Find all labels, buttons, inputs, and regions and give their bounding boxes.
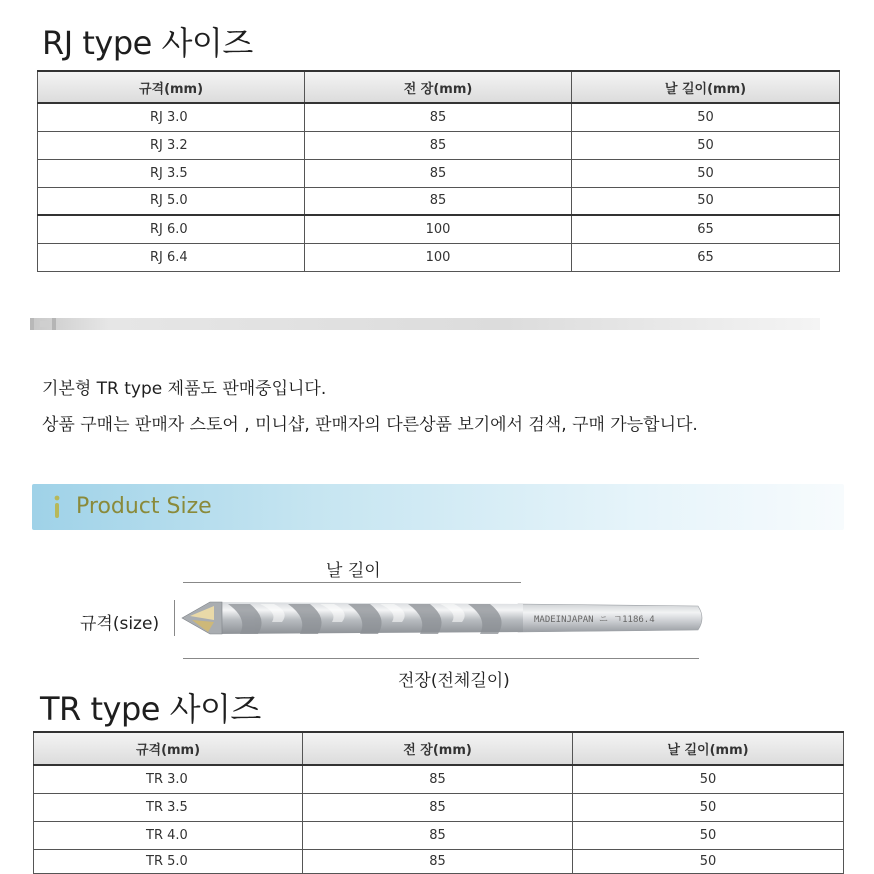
cell-flute-length: 65 (572, 215, 840, 243)
total-length-line (183, 658, 699, 659)
header-flute-length: 날 길이(mm) (572, 71, 840, 103)
notice-line-2: 상품 구매는 판매자 스토어 , 미니샵, 판매자의 다른상품 보기에서 검색, 구매 가능합니다. (42, 415, 698, 435)
cell-flute-length: 50 (572, 103, 840, 131)
drill-bit-image (178, 592, 708, 644)
rj-size-table (37, 70, 840, 272)
product-size-banner (32, 484, 844, 530)
cell-flute-length: 65 (572, 243, 840, 271)
table-row (34, 821, 844, 849)
cell-total-length: 85 (303, 849, 573, 873)
cell-spec: TR 3.0 (34, 765, 303, 793)
cell-spec: RJ 3.0 (38, 103, 305, 131)
section-divider (30, 318, 820, 330)
tr-section-title: TR type 사이즈 (40, 690, 261, 728)
table-header-row (38, 71, 840, 103)
cell-flute-length: 50 (573, 821, 844, 849)
cell-spec: TR 3.5 (34, 793, 303, 821)
tr-size-table (33, 731, 844, 874)
table-row (38, 187, 840, 215)
rj-section-title: RJ type 사이즈 (42, 24, 253, 62)
header-spec: 규격(mm) (38, 71, 305, 103)
cell-flute-length: 50 (573, 765, 844, 793)
flute-length-line (183, 582, 521, 583)
cell-total-length: 85 (303, 821, 573, 849)
cell-total-length: 85 (305, 159, 572, 187)
size-label: 규격(size) (80, 614, 160, 634)
header-total-length: 전 장(mm) (305, 71, 572, 103)
header-flute-length: 날 길이(mm) (573, 732, 844, 765)
table-row (34, 849, 844, 873)
cell-total-length: 85 (305, 187, 572, 215)
header-total-length: 전 장(mm) (303, 732, 573, 765)
cell-flute-length: 50 (573, 793, 844, 821)
table-header-row (34, 732, 844, 765)
size-line (174, 600, 175, 636)
cell-total-length: 100 (305, 215, 572, 243)
cell-spec: TR 4.0 (34, 821, 303, 849)
cell-spec: RJ 3.5 (38, 159, 305, 187)
cell-total-length: 85 (305, 103, 572, 131)
cell-flute-length: 50 (572, 131, 840, 159)
table-row (38, 215, 840, 243)
info-icon (54, 495, 60, 519)
total-length-label: 전장(전체길이) (398, 671, 510, 691)
cell-spec: RJ 6.4 (38, 243, 305, 271)
flute-length-label: 날 길이 (326, 561, 381, 581)
cell-flute-length: 50 (572, 159, 840, 187)
cell-spec: RJ 6.0 (38, 215, 305, 243)
cell-total-length: 100 (305, 243, 572, 271)
notice-line-1: 기본형 TR type 제품도 판매중입니다. (42, 379, 327, 399)
cell-total-length: 85 (303, 765, 573, 793)
header-spec: 규격(mm) (34, 732, 303, 765)
table-row (38, 131, 840, 159)
table-row (38, 103, 840, 131)
table-row (38, 159, 840, 187)
table-row (34, 793, 844, 821)
cell-total-length: 85 (305, 131, 572, 159)
cell-flute-length: 50 (572, 187, 840, 215)
cell-spec: RJ 3.2 (38, 131, 305, 159)
cell-flute-length: 50 (573, 849, 844, 873)
table-row (38, 243, 840, 271)
shank-marking: MADEINJAPAN ニ ㄱ1186.4 (534, 615, 655, 625)
cell-spec: TR 5.0 (34, 849, 303, 873)
cell-total-length: 85 (303, 793, 573, 821)
banner-label: Product Size (76, 494, 212, 519)
table-row (34, 765, 844, 793)
cell-spec: RJ 5.0 (38, 187, 305, 215)
